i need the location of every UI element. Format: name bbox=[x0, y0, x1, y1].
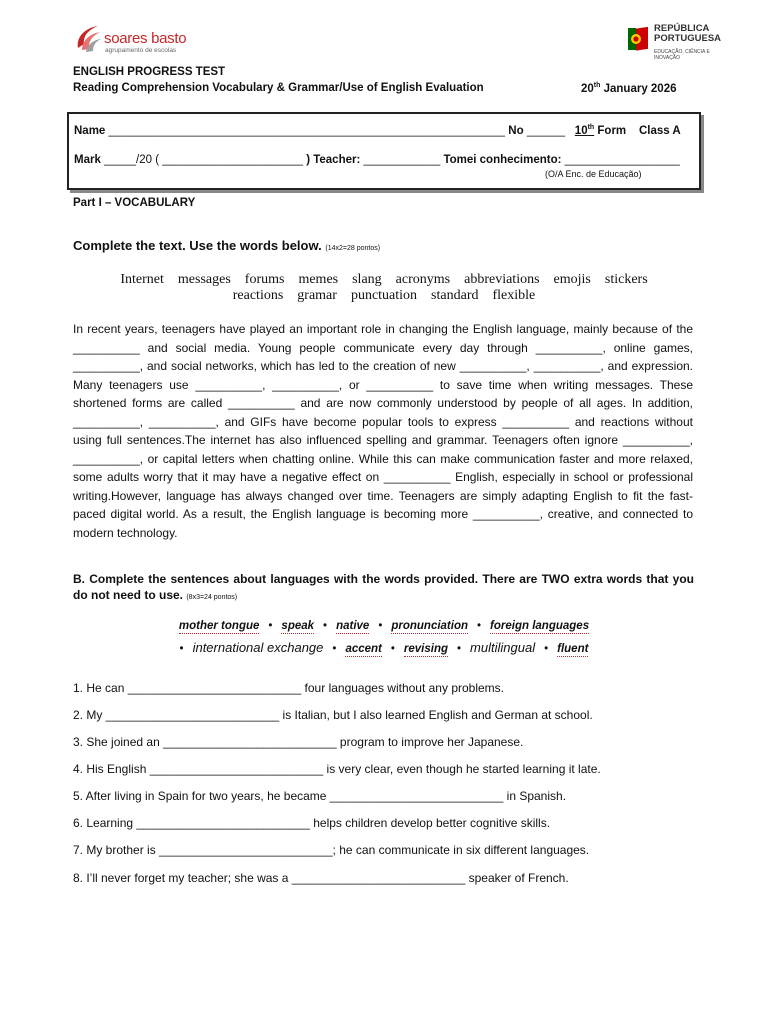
form-label: Form bbox=[597, 124, 627, 137]
part1-heading: Part I – VOCABULARY bbox=[73, 197, 196, 209]
partB-instruction-text: B. Complete the sentences about languages with the words provided. There are TWO extra words that you do not need to use. bbox=[73, 572, 694, 602]
word-bank2-item: pronunciation bbox=[391, 620, 469, 632]
test-date bbox=[581, 82, 677, 95]
bullet-icon: • bbox=[323, 620, 328, 632]
school-brand-name: soares basto bbox=[104, 30, 187, 47]
word-bank-item: abbreviations bbox=[464, 272, 540, 287]
student-info-box bbox=[67, 112, 701, 190]
date-month-year: January 2026 bbox=[600, 82, 677, 95]
word-bank-item: messages bbox=[177, 272, 231, 287]
bullet-icon: • bbox=[332, 643, 337, 655]
date-suffix: th bbox=[593, 82, 601, 89]
bullet-icon: • bbox=[457, 643, 462, 655]
word-bank-1-row2 bbox=[70, 288, 698, 304]
word-bank-1 bbox=[70, 272, 698, 304]
sentence-4: 4. His English __________________________ is very clear, even though he started learning it late. bbox=[73, 762, 601, 776]
word-bank-item: stickers bbox=[604, 272, 648, 287]
class-label: Class A bbox=[638, 124, 681, 137]
cloze-paragraph: In recent years, teenagers have played an important role in changing the English language, mainly because of the __________ and social media. Young people communicate every day through __________, online games, __________, and social networks, which has led to the creation of new __________, __________, and expression. Many teenagers use __________, __________, or __________ to save time when writing messages. These shortened forms are called __________ and are now commonly understood by people of all ages. In addition, __________, __________, and GIFs have become popular tools to express __________ and reactions without using full sentences.The internet has also influenced spelling and grammar. Teenagers often ignore __________, __________, or capital letters when chatting online. While this can make communication faster and more relaxed, some adults worry that it may have a negative effect on __________ English, especially in school or professional writing.However, language has always changed over time. Teenagers are simply adapting English to fit the fast-paced digital world. As a result, the English language is becoming more __________, creative, and connected to modern technology. bbox=[73, 322, 693, 540]
sentence-6: 6. Learning __________________________ helps children develop better cognitive skills. bbox=[73, 816, 551, 830]
sentence-1: 1. He can __________________________ four languages without any problems. bbox=[73, 681, 505, 695]
sentence-3: 3. She joined an __________________________ program to improve her Japanese. bbox=[73, 735, 524, 749]
name-field[interactable]: ______________________________________________________________ bbox=[108, 124, 506, 137]
word-bank-item: standard bbox=[431, 288, 479, 303]
word-bank2-item: native bbox=[336, 620, 370, 632]
word-bank2-item: multilingual bbox=[470, 640, 536, 655]
teacher-field[interactable]: ____________ bbox=[363, 154, 441, 166]
part1-instruction bbox=[73, 238, 380, 253]
republic-line2: PORTUGUESA bbox=[654, 33, 722, 44]
form-num: 10 bbox=[574, 124, 588, 137]
word-bank-item: forums bbox=[244, 272, 285, 287]
word-bank2-item: accent bbox=[345, 643, 382, 655]
tomei-label: Tomei conhecimento: bbox=[443, 154, 562, 166]
portugal-flag-icon bbox=[626, 24, 650, 54]
word-bank-2-row2 bbox=[70, 640, 698, 655]
word-bank-item: flexible bbox=[492, 288, 536, 303]
bullet-icon: • bbox=[477, 620, 482, 632]
word-bank-item: acronyms bbox=[395, 272, 451, 287]
number-label: No bbox=[508, 124, 524, 137]
test-subtitle: Reading Comprehension Vocabulary & Grammar/Use of English Evaluation bbox=[73, 82, 484, 94]
school-brand-subtitle: agrupamento de escolas bbox=[105, 47, 177, 54]
word-bank2-item: mother tongue bbox=[178, 620, 260, 632]
mark-words-field[interactable]: ______________________ bbox=[162, 154, 303, 166]
sentence-5: 5. After living in Spain for two years, he became __________________________ in Spanish. bbox=[73, 789, 567, 803]
part1-points: (14x2=28 pontos) bbox=[325, 245, 381, 252]
bullet-icon: • bbox=[390, 643, 395, 655]
word-bank-1-row1 bbox=[70, 272, 698, 288]
partB-instruction bbox=[73, 571, 694, 606]
word-bank-item: emojis bbox=[553, 272, 591, 287]
date-day: 20 bbox=[581, 82, 594, 95]
teacher-label: ) Teacher: bbox=[306, 154, 361, 166]
word-bank2-item: fluent bbox=[557, 643, 589, 655]
sentence-8: 8. I’ll never forget my teacher; she was a __________________________ speaker of French. bbox=[73, 871, 569, 885]
word-bank-2-row1 bbox=[70, 620, 698, 632]
school-logo bbox=[74, 22, 214, 56]
bullet-icon: • bbox=[268, 620, 273, 632]
guardian-note: (O/A Enc. de Educação) bbox=[545, 169, 642, 179]
partB-points: (8x3=24 pontos) bbox=[186, 594, 238, 601]
name-label: Name bbox=[74, 124, 106, 137]
bullet-icon: • bbox=[179, 643, 184, 655]
mark-label: Mark bbox=[74, 154, 101, 166]
bullet-icon: • bbox=[544, 643, 549, 655]
word-bank-item: Internet bbox=[120, 272, 164, 287]
ministry-name: EDUCAÇÃO, CIÊNCIA E INOVAÇÃO bbox=[654, 49, 710, 61]
word-bank2-item: foreign languages bbox=[490, 620, 590, 632]
word-bank-item: gramar bbox=[297, 288, 337, 303]
number-field[interactable]: ______ bbox=[526, 124, 566, 137]
name-row bbox=[74, 124, 681, 137]
mark-row bbox=[74, 154, 680, 166]
word-bank2-item: international exchange bbox=[192, 640, 324, 655]
mark-field[interactable]: _____/20 ( bbox=[104, 154, 160, 166]
school-swirl-icon bbox=[74, 22, 104, 54]
test-title: ENGLISH PROGRESS TEST bbox=[73, 66, 226, 78]
form-number bbox=[575, 125, 594, 137]
republic-logo bbox=[626, 24, 736, 72]
sentence-2: 2. My __________________________ is Italian, but I also learned English and German at school. bbox=[73, 708, 593, 722]
word-bank2-item: speak bbox=[281, 620, 315, 632]
word-bank-item: slang bbox=[352, 272, 382, 287]
word-bank-item: memes bbox=[298, 272, 339, 287]
part1-instruction-text: Complete the text. Use the words below. bbox=[73, 238, 322, 253]
word-bank-item: reactions bbox=[232, 288, 284, 303]
word-bank2-item: revising bbox=[403, 643, 449, 655]
republic-line1: REPÚBLICA bbox=[654, 23, 710, 34]
sentence-7: 7. My brother is __________________________; he can communicate in six different languages. bbox=[73, 843, 590, 857]
word-bank-item: punctuation bbox=[350, 288, 418, 303]
bullet-icon: • bbox=[378, 620, 383, 632]
tomei-field[interactable]: __________________ bbox=[564, 154, 680, 166]
form-suffix: th bbox=[587, 124, 595, 131]
